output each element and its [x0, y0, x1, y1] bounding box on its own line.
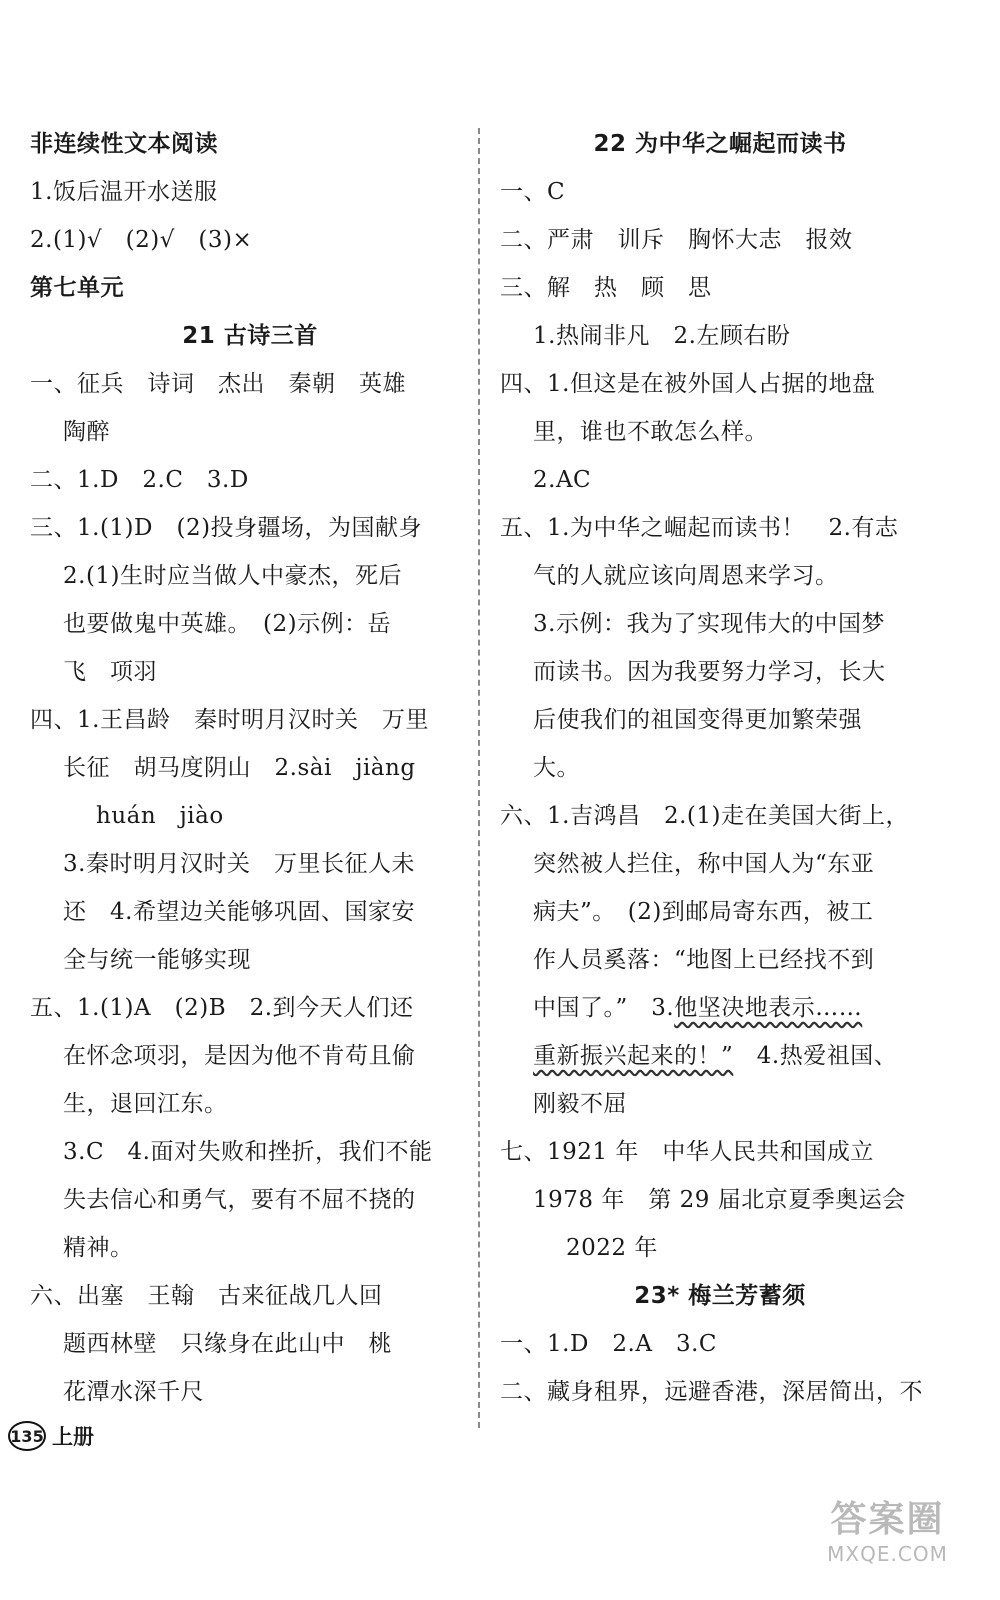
watermark-title: 答案圈 — [830, 1499, 945, 1540]
left-answer-line: 非连续性文本阅读 — [30, 131, 218, 157]
right-answer-line: 里，谁也不敢怎么样。 — [533, 419, 768, 445]
left-answer-line: 3.秦时明月汉时关 万里长征人未 — [63, 851, 415, 877]
right-answer-line: 22 为中华之崛起而读书 — [593, 131, 847, 157]
left-answer-line: 还 4.希望边关能够巩固、国家安 — [63, 899, 415, 925]
left-answer-line: 陶醉 — [63, 419, 110, 445]
right-answer-line: 2.AC — [533, 467, 592, 493]
wavy-underlined-text: 他坚决地表示…… — [674, 995, 863, 1021]
page-footer — [8, 1418, 94, 1454]
right-answer-line: 五、1.为中华之崛起而读书！ 2.有志 — [500, 515, 899, 541]
right-answer-line: 2022 年 — [566, 1235, 658, 1261]
left-answer-line: 题西林壁 只缘身在此山中 桃 — [63, 1331, 392, 1357]
left-answer-line: 1.饭后温开水送服 — [30, 179, 218, 205]
right-column — [500, 120, 940, 1416]
watermark-url: MXQE.COM — [827, 1542, 948, 1566]
right-answer-line: 而读书。因为我要努力学习，长大 — [533, 659, 886, 685]
left-answer-line: 一、征兵 诗词 杰出 秦朝 英雄 — [30, 371, 406, 397]
right-answer-line: 1978 年 第 29 届北京夏季奥运会 — [533, 1187, 906, 1213]
right-answer-line: 病夫”。 (2)到邮局寄东西，被工 — [533, 899, 874, 925]
left-answer-line: 二、1.D 2.C 3.D — [30, 467, 249, 493]
left-answer-line: 2.(1)生时应当做人中豪杰，死后 — [63, 563, 403, 589]
right-answer-line: 七、1921 年 中华人民共和国成立 — [500, 1139, 874, 1165]
left-answer-line: huán jiào — [96, 803, 224, 829]
right-answer-line: 中国了。” 3.他坚决地表示…… — [533, 995, 863, 1021]
left-answer-line: 失去信心和勇气，要有不屈不挠的 — [63, 1187, 416, 1213]
right-answer-line: 大。 — [533, 755, 580, 781]
right-answer-line: 23* 梅兰芳蓄须 — [634, 1283, 806, 1309]
right-answer-line: 二、藏身租界，远避香港，深居简出，不 — [500, 1379, 923, 1405]
wavy-underlined-text: 重新振兴起来的！” — [533, 1043, 734, 1069]
left-answer-line: 21 古诗三首 — [182, 323, 318, 349]
volume-label: 上册 — [52, 1425, 94, 1449]
column-divider — [478, 128, 480, 1428]
right-answer-line: 突然被人拦住，称中国人为“东亚 — [533, 851, 875, 877]
left-answer-line: 六、出塞 王翰 古来征战几人回 — [30, 1283, 383, 1309]
left-answer-line: 全与统一能够实现 — [63, 947, 251, 973]
right-answer-line: 一、C — [500, 179, 566, 205]
right-answer-line: 六、1.吉鸿昌 2.(1)走在美国大街上， — [500, 803, 909, 829]
right-answer-line: 二、严肃 训斥 胸怀大志 报效 — [500, 227, 853, 253]
right-answer-line: 三、解 热 顾 思 — [500, 275, 712, 301]
left-answer-line: 精神。 — [63, 1235, 134, 1261]
right-answer-line: 作人员奚落：“地图上已经找不到 — [533, 947, 875, 973]
page-number: 135 — [8, 1421, 46, 1451]
right-answer-line: 重新振兴起来的！” 4.热爱祖国、 — [533, 1043, 898, 1069]
left-answer-line: 五、1.(1)A (2)B 2.到今天人们还 — [30, 995, 414, 1021]
left-answer-line: 长征 胡马度阴山 2.sài jiàng — [63, 755, 416, 781]
watermark-logo — [800, 1498, 975, 1566]
left-answer-line: 四、1.王昌龄 秦时明月汉时关 万里 — [30, 707, 429, 733]
left-answer-line: 生，退回江东。 — [63, 1091, 228, 1117]
left-answer-line: 也要做鬼中英雄。 (2)示例：岳 — [63, 611, 392, 637]
left-answer-line: 第七单元 — [30, 275, 124, 301]
right-answer-line: 气的人就应该向周恩来学习。 — [533, 563, 839, 589]
left-answer-line: 3.C 4.面对失败和挫折，我们不能 — [63, 1139, 433, 1165]
right-answer-line: 3.示例：我为了实现伟大的中国梦 — [533, 611, 885, 637]
left-column — [30, 120, 470, 1416]
left-answer-line: 花潭水深千尺 — [63, 1379, 204, 1405]
right-answer-line: 刚毅不屈 — [533, 1091, 627, 1117]
right-answer-line: 四、1.但这是在被外国人占据的地盘 — [500, 371, 876, 397]
left-answer-line: 飞 项羽 — [63, 659, 157, 685]
right-answer-line: 一、1.D 2.A 3.C — [500, 1331, 717, 1357]
left-answer-line: 三、1.(1)D (2)投身疆场，为国献身 — [30, 515, 423, 541]
left-answer-line: 在怀念项羽，是因为他不肯苟且偷 — [63, 1043, 416, 1069]
left-answer-line: 2.(1)√ (2)√ (3)× — [30, 227, 253, 253]
right-answer-line: 后使我们的祖国变得更加繁荣强 — [533, 707, 862, 733]
right-answer-line: 1.热闹非凡 2.左顾右盼 — [533, 323, 791, 349]
